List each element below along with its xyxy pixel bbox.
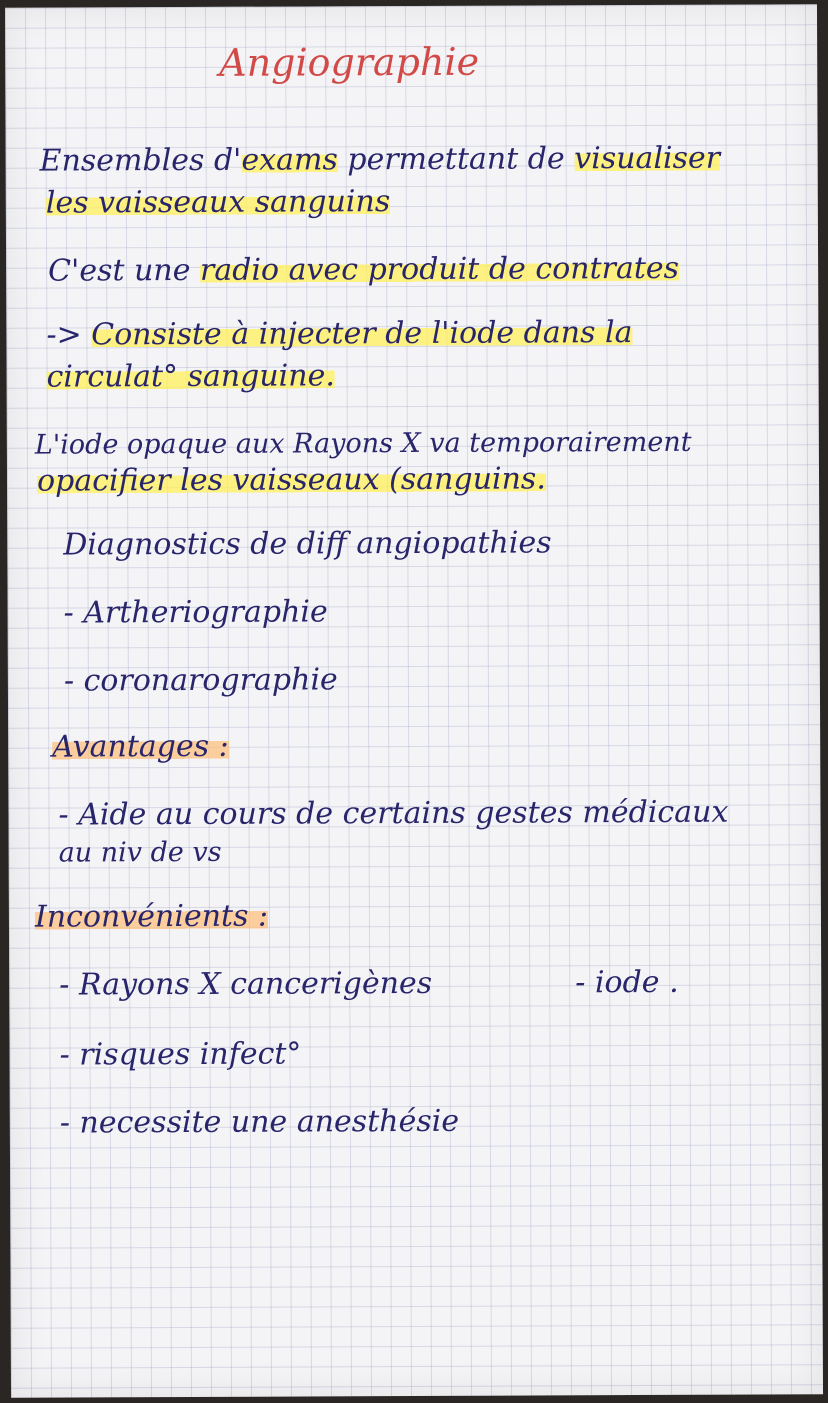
intro-text-b: permettant de: [337, 141, 575, 178]
diagnostics-heading: Diagnostics de diff angiopathies: [63, 525, 552, 563]
inconvenients-item-3: - necessite une anesthésie: [59, 1103, 460, 1141]
inconvenients-heading: [35, 899, 268, 936]
iode-line-1: L'iode opaque aux Rayons X va temporairement: [34, 426, 692, 461]
iode-highlight: opacifier les vaisseaux (sanguins.: [36, 461, 546, 499]
iode-line-2: [37, 461, 546, 499]
avantages-line-1: - Aide au cours de certains gestes médicaux: [58, 794, 729, 833]
consiste-highlight: Consiste à injecter de l'iode dans la: [91, 315, 633, 353]
notebook-page: [5, 4, 823, 1398]
avantages-line-2: au niv de vs: [58, 836, 222, 869]
diagnostics-item-1: - Artheriographie: [63, 594, 328, 631]
radio-text: C'est une: [48, 252, 201, 289]
intro-line-2: [46, 184, 391, 222]
avantages-heading: [52, 729, 229, 766]
intro-highlight-vaisseaux: les vaisseaux sanguins: [45, 184, 391, 221]
consiste-line-2: [47, 358, 335, 395]
inconvenients-item-2: - risques infect°: [59, 1036, 302, 1073]
inconvenients-item-1: - Rayons X cancerigènes: [59, 965, 433, 1003]
intro-highlight-visualiser: visualiser: [574, 140, 721, 177]
consiste-highlight-2: circulat° sanguine.: [46, 358, 335, 395]
avantages-highlight: Avantages :: [52, 728, 229, 765]
intro-highlight-exams: exams: [241, 142, 338, 178]
consiste-line-1: [46, 315, 632, 354]
radio-line: [48, 251, 679, 290]
inconvenients-side-item: - iode .: [575, 964, 679, 1001]
arrow-text: ->: [46, 317, 92, 353]
diagnostics-item-2: - coronarographie: [63, 662, 338, 699]
inconvenients-highlight: Inconvénients :: [34, 898, 269, 935]
intro-line-1: [40, 141, 721, 180]
intro-text-a: Ensembles d': [39, 142, 242, 179]
radio-highlight: radio avec produit de contrates: [199, 250, 680, 288]
page-title: Angiographie: [219, 39, 480, 85]
